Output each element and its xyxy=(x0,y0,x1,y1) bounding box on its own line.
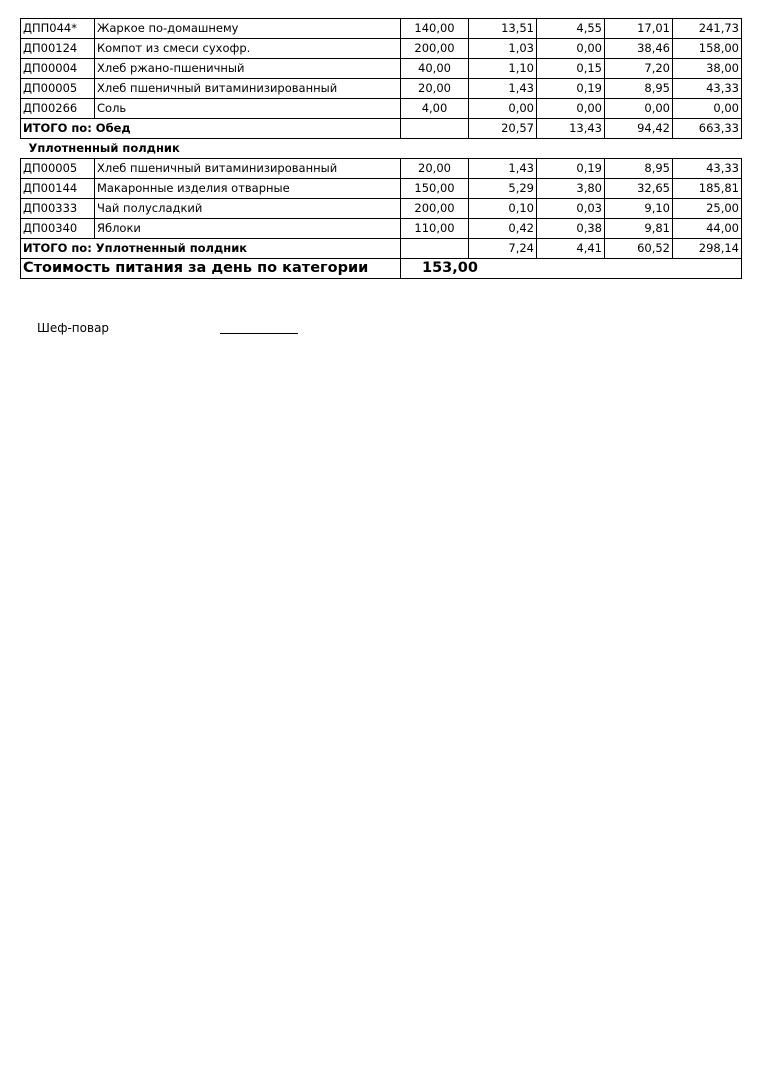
cell-protein: 0,42 xyxy=(469,219,537,239)
snack-rows xyxy=(21,159,742,239)
cell-name: Хлеб ржано-пшеничный xyxy=(95,59,401,79)
cell-code: ДП00004 xyxy=(21,59,95,79)
cell-carbs: 8,95 xyxy=(605,79,673,99)
cell-weight: 200,00 xyxy=(401,199,469,219)
cell-name: Хлеб пшеничный витаминизированный xyxy=(95,79,401,99)
cell-protein: 0,10 xyxy=(469,199,537,219)
cell-name: Макаронные изделия отварные xyxy=(95,179,401,199)
daily-cost-value: 153,00 xyxy=(401,259,742,279)
table-row xyxy=(21,19,742,39)
cell-carbs: 7,20 xyxy=(605,59,673,79)
cell-name: Компот из смеси сухофр. xyxy=(95,39,401,59)
lunch-total-row xyxy=(21,119,742,139)
daily-cost-row xyxy=(21,259,742,279)
cell-code: ДП00333 xyxy=(21,199,95,219)
lunch-total-kcal: 663,33 xyxy=(673,119,742,139)
lunch-rows xyxy=(21,19,742,119)
cell-weight: 140,00 xyxy=(401,19,469,39)
cell-protein: 1,10 xyxy=(469,59,537,79)
cell-protein: 1,43 xyxy=(469,159,537,179)
cell-fat: 0,19 xyxy=(537,79,605,99)
cell-weight: 40,00 xyxy=(401,59,469,79)
cell-code: ДПП044* xyxy=(21,19,95,39)
cell-kcal: 38,00 xyxy=(673,59,742,79)
cell-weight: 20,00 xyxy=(401,159,469,179)
signature-line xyxy=(220,333,298,334)
cell-code: ДП00124 xyxy=(21,39,95,59)
cell-kcal: 185,81 xyxy=(673,179,742,199)
cell-weight: 20,00 xyxy=(401,79,469,99)
cell-kcal: 0,00 xyxy=(673,99,742,119)
cell-fat: 4,55 xyxy=(537,19,605,39)
snack-total-fat: 4,41 xyxy=(537,239,605,259)
lunch-total-carbs: 94,42 xyxy=(605,119,673,139)
cell-carbs: 9,81 xyxy=(605,219,673,239)
table-row xyxy=(21,199,742,219)
cell-weight: 150,00 xyxy=(401,179,469,199)
cell-protein: 0,00 xyxy=(469,99,537,119)
cell-protein: 13,51 xyxy=(469,19,537,39)
cell-name: Хлеб пшеничный витаминизированный xyxy=(95,159,401,179)
snack-total-weight xyxy=(401,239,469,259)
cell-protein: 1,03 xyxy=(469,39,537,59)
table-row xyxy=(21,59,742,79)
snack-total-row xyxy=(21,239,742,259)
cell-fat: 0,15 xyxy=(537,59,605,79)
cell-carbs: 9,10 xyxy=(605,199,673,219)
snack-total-protein: 7,24 xyxy=(469,239,537,259)
cell-code: ДП00266 xyxy=(21,99,95,119)
cell-carbs: 17,01 xyxy=(605,19,673,39)
cell-name: Чай полусладкий xyxy=(95,199,401,219)
cell-code: ДП00005 xyxy=(21,159,95,179)
cell-kcal: 25,00 xyxy=(673,199,742,219)
cell-fat: 0,00 xyxy=(537,39,605,59)
lunch-total-weight xyxy=(401,119,469,139)
cell-kcal: 241,73 xyxy=(673,19,742,39)
lunch-total-label: ИТОГО по: Обед xyxy=(21,119,401,139)
cell-weight: 4,00 xyxy=(401,99,469,119)
table-row xyxy=(21,39,742,59)
cell-fat: 0,19 xyxy=(537,159,605,179)
cell-kcal: 43,33 xyxy=(673,79,742,99)
cell-kcal: 158,00 xyxy=(673,39,742,59)
cell-weight: 110,00 xyxy=(401,219,469,239)
cell-protein: 1,43 xyxy=(469,79,537,99)
cell-code: ДП00144 xyxy=(21,179,95,199)
table-row xyxy=(21,179,742,199)
cell-fat: 0,38 xyxy=(537,219,605,239)
snack-total-kcal: 298,14 xyxy=(673,239,742,259)
cell-carbs: 38,46 xyxy=(605,39,673,59)
cell-name: Жаркое по-домашнему xyxy=(95,19,401,39)
cell-carbs: 32,65 xyxy=(605,179,673,199)
cell-kcal: 44,00 xyxy=(673,219,742,239)
cell-weight: 200,00 xyxy=(401,39,469,59)
menu-table xyxy=(20,18,742,279)
cell-name: Яблоки xyxy=(95,219,401,239)
snack-total-label: ИТОГО по: Уплотненный полдник xyxy=(21,239,401,259)
lunch-total-protein: 20,57 xyxy=(469,119,537,139)
cell-name: Соль xyxy=(95,99,401,119)
cell-protein: 5,29 xyxy=(469,179,537,199)
snack-section-title: Уплотненный полдник xyxy=(28,141,180,155)
table-row xyxy=(21,159,742,179)
cell-kcal: 43,33 xyxy=(673,159,742,179)
chef-signature-label: Шеф-повар xyxy=(37,321,110,335)
menu-sheet xyxy=(20,18,741,279)
cell-fat: 0,00 xyxy=(537,99,605,119)
table-row xyxy=(21,79,742,99)
lunch-total-fat: 13,43 xyxy=(537,119,605,139)
table-row xyxy=(21,99,742,119)
cell-carbs: 8,95 xyxy=(605,159,673,179)
cell-fat: 0,03 xyxy=(537,199,605,219)
cell-code: ДП00005 xyxy=(21,79,95,99)
snack-section-row xyxy=(21,139,742,159)
cell-carbs: 0,00 xyxy=(605,99,673,119)
table-row xyxy=(21,219,742,239)
snack-total-carbs: 60,52 xyxy=(605,239,673,259)
cell-code: ДП00340 xyxy=(21,219,95,239)
cell-fat: 3,80 xyxy=(537,179,605,199)
daily-cost-label: Стоимость питания за день по категории xyxy=(21,259,401,279)
